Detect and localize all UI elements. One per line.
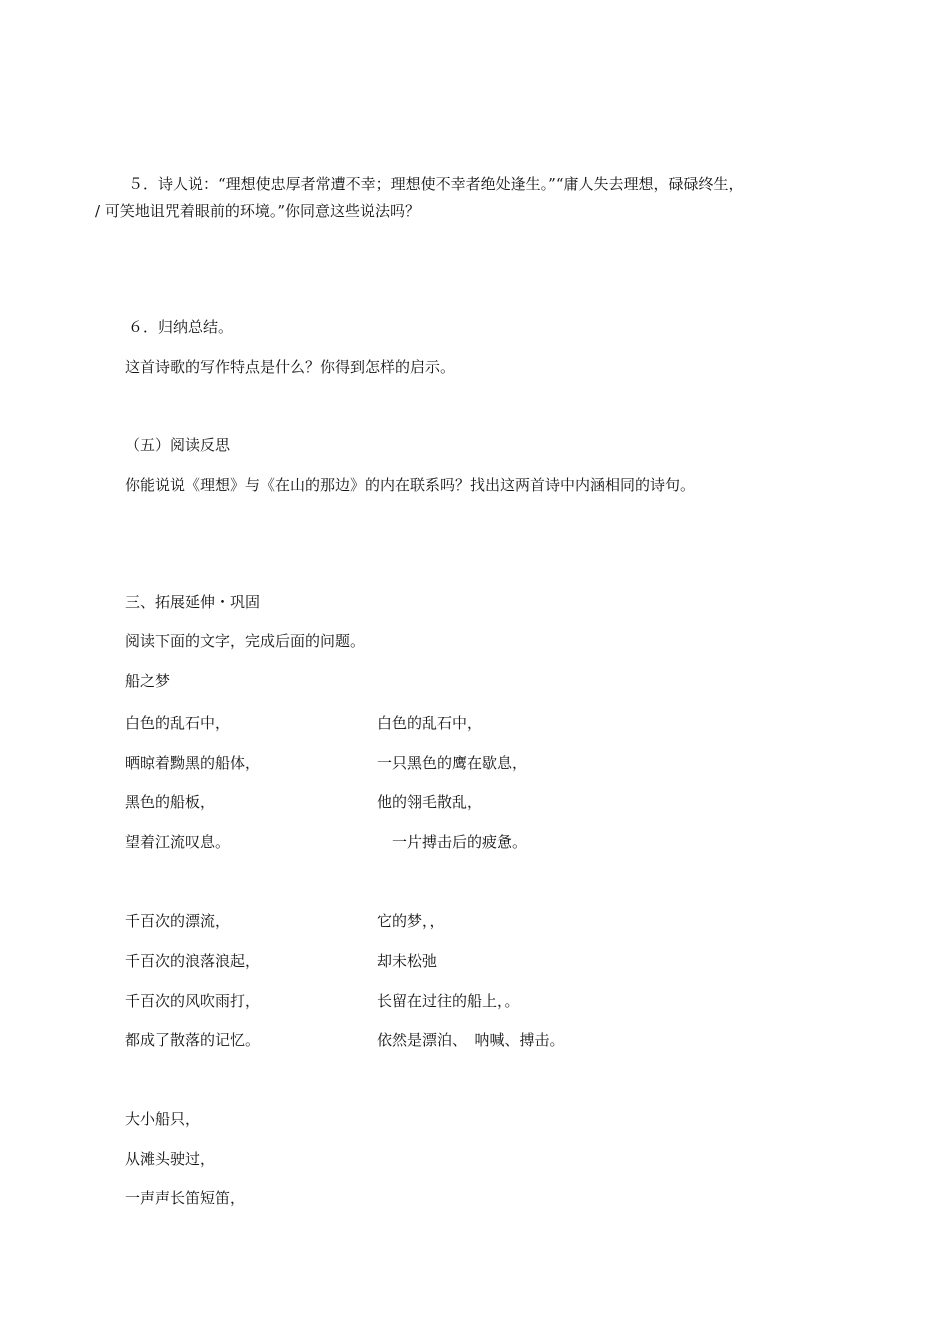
poem-row: [0, 990, 950, 1010]
poem-line-left: 都成了散落的记忆。: [125, 1031, 261, 1049]
poem-row: [0, 1187, 950, 1207]
poem-line-right: 它的梦，，: [377, 912, 445, 930]
poem-row: [0, 1029, 950, 1049]
poem-line-left: 千百次的漂流，: [125, 912, 231, 930]
question-5-line-1: ５．诗人说：“理想使忠厚者常遭不幸；理想使不幸者绝处逢生。”“庸人失去理想，碌碌终生，: [128, 175, 744, 193]
poem-line-right: 却未松弛: [377, 952, 438, 970]
poem-line-right: 一只黑色的鹰在歇息，: [377, 754, 528, 772]
reflection-question: 你能说说《理想》与《在山的那边》的内在联系吗？找出这两首诗中内涵相同的诗句。: [125, 476, 696, 494]
poem-row: [0, 831, 950, 851]
reflection-heading: （五）阅读反思: [125, 436, 231, 454]
poem-line-right: 依然是漂泊、 呐喊、搏击。: [377, 1031, 565, 1049]
question-6-heading: ６．归纳总结。: [128, 318, 234, 336]
poem-line-left: 千百次的风吹雨打，: [125, 992, 261, 1010]
poem-line-left: 千百次的浪落浪起，: [125, 952, 261, 970]
poem-row: [0, 712, 950, 732]
poem-line-right: 长留在过往的船上，。: [377, 992, 520, 1010]
question-6-text: 这首诗歌的写作特点是什么？你得到怎样的启示。: [125, 358, 456, 376]
poem-line-left: 从滩头驶过，: [125, 1150, 216, 1168]
section-3-heading: 三、拓展延伸・巩固: [125, 593, 261, 611]
poem-row: [0, 1108, 950, 1128]
question-5-line-2: / 可笑地诅咒着眼前的环境。”你同意这些说法吗？: [95, 202, 420, 220]
poem-row: [0, 910, 950, 930]
poem-line-right: 他的翎毛散乱，: [377, 793, 483, 811]
poem-line-left: 黑色的船板，: [125, 793, 216, 811]
poem-line-right: 白色的乱石中，: [377, 714, 483, 732]
poem-line-right: 一片搏击后的疲惫。: [377, 833, 528, 851]
section-3-instruction: 阅读下面的文字，完成后面的问题。: [125, 632, 366, 650]
poem-row: [0, 950, 950, 970]
poem-title: 船之梦: [125, 672, 171, 690]
poem-line-left: 白色的乱石中，: [125, 714, 231, 732]
poem-row: [0, 791, 950, 811]
poem-line-left: 一声声长笛短笛，: [125, 1189, 246, 1207]
poem-row: [0, 752, 950, 772]
poem-line-left: 晒晾着黝黑的船体，: [125, 754, 261, 772]
poem-line-left: 大小船只，: [125, 1110, 201, 1128]
poem-row: [0, 1148, 950, 1168]
poem-line-left: 望着江流叹息。: [125, 833, 231, 851]
